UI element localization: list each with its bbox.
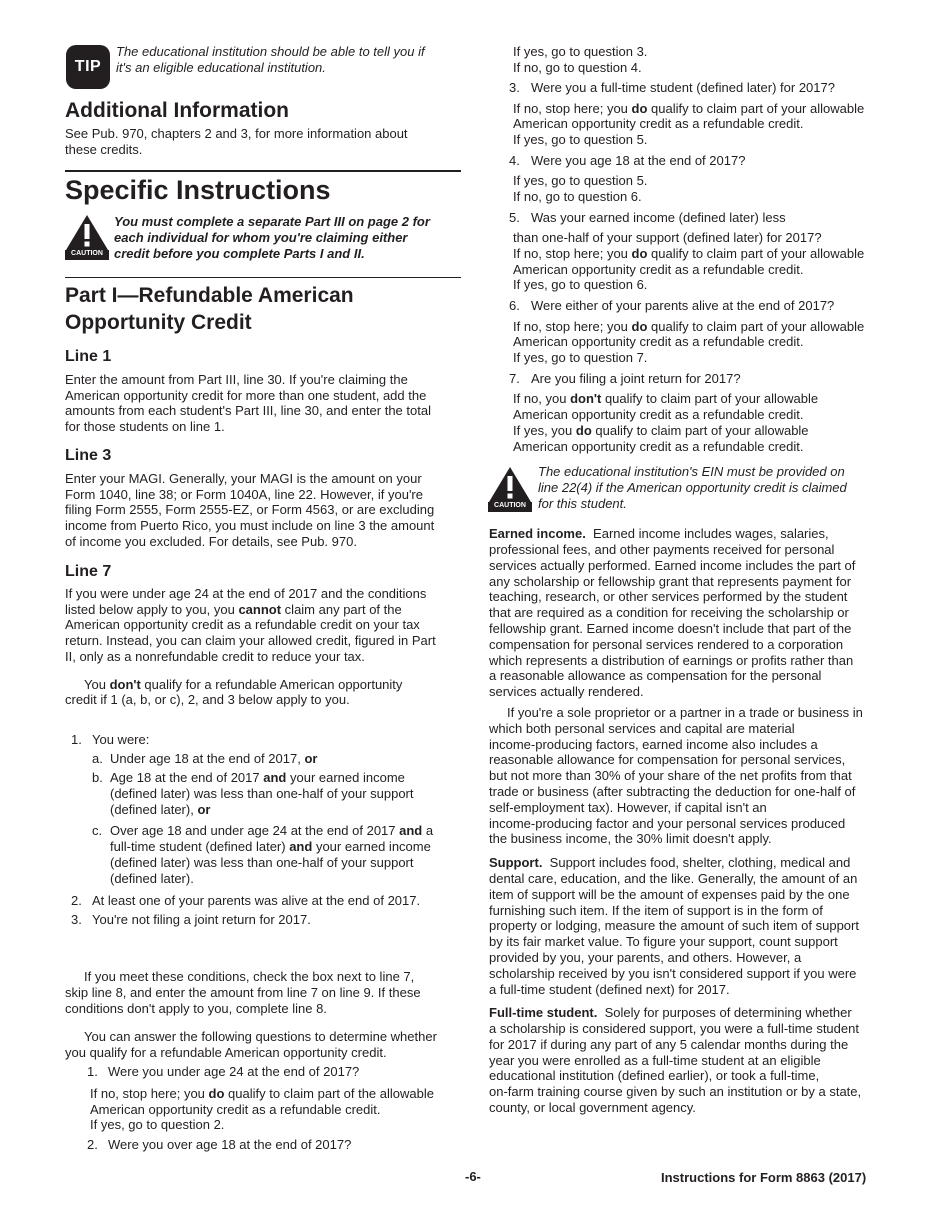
tip-text-line2: it's an eligible educational institution. (116, 60, 326, 75)
earned-income-text: any scholarship or fellowship grant that represents payment for (489, 574, 852, 589)
caution-label: CAUTION (494, 502, 526, 509)
tip-badge-label: TIP (74, 58, 102, 75)
line1-text: American opportunity credit for more than one student, add the (65, 388, 427, 403)
list-letter: b. (92, 770, 103, 785)
question-text: Were you age 18 at the end of 2017? (531, 153, 746, 168)
question-answer: American opportunity credit as a refundable credit. (513, 116, 804, 131)
part1-heading-line1: Part I—Refundable American (65, 284, 354, 307)
list-subitem: Age 18 at the end of 2017 and your earned income (110, 770, 405, 785)
support-text: dental care, education, and the like. Generally, the amount of an (489, 871, 858, 886)
line7-text: American opportunity credit as a refundable credit on your tax (65, 617, 420, 632)
line7-text: return. Instead, you can claim your allowed credit, figured in Part (65, 633, 436, 648)
question-answer: If no, stop here; you do qualify to claim part of your allowable (513, 246, 865, 261)
question-number: 5. (509, 210, 520, 225)
support-text: property or lodging, measure the amount of such item of support (489, 918, 859, 933)
line7-p4: You can answer the following questions to determine whether (84, 1029, 437, 1044)
list-letter: c. (92, 823, 103, 838)
earned-income-p2: income-producing factors, earned income also includes a (489, 737, 818, 752)
question-answer: If yes, go to question 5. (513, 173, 648, 188)
list-item: At least one of your parents was alive at the end of 2017. (92, 893, 421, 908)
earned-income-p2: income-producing factor and your personal services produced (489, 816, 846, 831)
line7-p3: If you meet these conditions, check the box next to line 7, (84, 969, 415, 984)
earned-income-p2: trade or business (after subtracting the deduction for one-half of (489, 784, 856, 799)
question-number: 3. (509, 80, 520, 95)
full-time-student-text: year you were enrolled as a full-time student at an eligible (489, 1053, 821, 1068)
list-number: 1. (71, 732, 82, 747)
line3-text: income from Puerto Rico, you must include on line 3 the amount (65, 518, 435, 533)
question-answer: If yes, go to question 2. (90, 1117, 225, 1132)
question-answer: American opportunity credit as a refundable credit. (513, 439, 804, 454)
tip-text-line1: The educational institution should be able to tell you if (116, 44, 425, 59)
list-subitem: (defined later) was less than one-half of your support (110, 855, 414, 870)
line7-p2: credit if 1 (a, b, or c), 2, and 3 below apply to you. (65, 692, 350, 707)
full-time-student-text: county, or local government agency. (489, 1100, 696, 1115)
earned-income-p2: self-employment tax). However, if capital isn't an (489, 800, 767, 815)
additional-info-line2: these credits. (65, 142, 143, 157)
question-answer: If yes, go to question 6. (513, 277, 648, 292)
earned-income-text: services actually performed. Earned income includes the part of (489, 558, 856, 573)
full-time-student-text: Full-time student. Solely for purposes of determining whether (489, 1005, 852, 1020)
line3-text: filing Form 2555, Form 2555-EZ, or Form 4563, or are excluding (65, 502, 435, 517)
earned-income-text: teaching, research, or other services performed by the student (489, 589, 848, 604)
tip-icon (66, 45, 110, 89)
list-letter: a. (92, 751, 103, 766)
support-text: a full-time student (defined next) for 2017. (489, 982, 730, 997)
question-answer: American opportunity credit as a refundable credit. (90, 1102, 381, 1117)
question-answer: American opportunity credit as a refundable credit. (513, 262, 804, 277)
question-text: Were either of your parents alive at the end of 2017? (531, 298, 835, 313)
question-number: 6. (509, 298, 520, 313)
question-number: 4. (509, 153, 520, 168)
form-footer-title: Instructions for Form 8863 (2017) (661, 1170, 867, 1185)
full-time-student-text: on-farm training course given by such an institution or by a state, (489, 1084, 862, 1099)
earned-income-text: that are required as a condition for receiving the scholarship or (489, 605, 849, 620)
earned-income-p2: the business income, the 30% limit doesn't apply. (489, 831, 772, 846)
question-answer: If yes, go to question 7. (513, 350, 648, 365)
earned-income-p2: which both personal services and capital are material (489, 721, 795, 736)
list-subitem: (defined later), or (110, 802, 211, 817)
page-number: -6- (465, 1169, 481, 1184)
caution-icon (65, 214, 109, 258)
full-time-student-text: for 2017 if during any part of any 5 calendar months during the (489, 1037, 849, 1052)
support-text: scholarship received by you isn't considered support if you were (489, 966, 857, 981)
earned-income-text: services actually rendered. (489, 684, 644, 699)
line1-text: for those students on line 1. (65, 419, 225, 434)
line7-p3: skip line 8, and enter the amount from line 7 on line 9. If these (65, 985, 421, 1000)
question-text: than one-half of your support (defined later) for 2017? (513, 230, 822, 245)
support-text: furnishing such item. If the item of support is in the form of (489, 903, 823, 918)
line7-p3: conditions don't apply to you, complete line 8. (65, 1001, 327, 1016)
question-answer: If yes, go to question 3. (513, 44, 648, 59)
line1-heading: Line 1 (65, 348, 112, 365)
support-text: item of support will be the amount of expenses paid by the one (489, 887, 850, 902)
list-number: 3. (71, 912, 82, 927)
caution-text-line1: The educational institution's EIN must be provided on (538, 464, 845, 479)
question-answer: American opportunity credit as a refundable credit. (513, 407, 804, 422)
question-text: Were you under age 24 at the end of 2017? (108, 1064, 360, 1079)
earned-income-p2: If you're a sole proprietor or a partner in a trade or business in (507, 705, 863, 720)
question-text: Were you a full-time student (defined later) for 2017? (531, 80, 835, 95)
earned-income-p2: but not more than 30% of your share of the net profits from that (489, 768, 852, 783)
question-text: Was your earned income (defined later) less (531, 210, 786, 225)
question-text: Are you filing a joint return for 2017? (531, 371, 741, 386)
additional-info-heading: Additional Information (65, 99, 289, 122)
question-answer: If no, stop here; you do qualify to claim part of your allowable (513, 101, 865, 116)
line3-text: Form 1040, line 38; or Form 1040A, line 22. However, if you're (65, 487, 423, 502)
line7-text: listed below apply to you, you cannot claim any part of the (65, 602, 402, 617)
list-subitem: (defined later) was less than one-half of your support (110, 786, 414, 801)
list-item: You're not filing a joint return for 2017. (92, 912, 311, 927)
caution-text-line1: You must complete a separate Part III on page 2 for (114, 214, 430, 229)
list-item: You were: (92, 732, 150, 747)
question-answer: American opportunity credit as a refundable credit. (513, 334, 804, 349)
line7-text: If you were under age 24 at the end of 2017 and the conditions (65, 586, 427, 601)
question-number: 1. (87, 1064, 98, 1079)
line3-text: Enter your MAGI. Generally, your MAGI is the amount on your (65, 471, 422, 486)
earned-income-text: professional fees, and other payments received for personal (489, 542, 835, 557)
caution-text-line2: each individual for whom you're claiming either (114, 230, 408, 245)
question-answer: If no, you don't qualify to claim part of your allowable (513, 391, 819, 406)
list-subitem: (defined later). (110, 871, 194, 886)
caution-icon (488, 466, 532, 510)
earned-income-p2: reasonable allowance for compensation for personal services, (489, 752, 846, 767)
line7-heading: Line 7 (65, 563, 112, 580)
caution-label: CAUTION (71, 250, 103, 257)
question-answer: If yes, go to question 5. (513, 132, 648, 147)
section-rule-thin (65, 277, 461, 278)
earned-income-text: fellowship grant. Earned income doesn't include that part of the (489, 621, 852, 636)
list-subitem: Over age 18 and under age 24 at the end of 2017 and a (110, 823, 434, 838)
section-rule (65, 170, 461, 172)
full-time-student-text: educational institution (defined earlier), or took a full-time, (489, 1068, 820, 1083)
line1-text: amounts from each student's Part III, line 30, and enter the total (65, 403, 431, 418)
line7-p4: you qualify for a refundable American opportunity credit. (65, 1045, 387, 1060)
earned-income-text: a reasonable allowance as compensation for the personal (489, 668, 822, 683)
question-number: 2. (87, 1137, 98, 1152)
earned-income-text: which represents a distribution of earnings or profits rather than (489, 653, 854, 668)
line7-text: II, only as a nonrefundable credit to reduce your tax. (65, 649, 365, 664)
question-answer: If no, stop here; you do qualify to claim part of your allowable (513, 319, 865, 334)
earned-income-text: compensation for personal services rendered to a corporation (489, 637, 844, 652)
support-text: by its fair market value. To figure your support, count support (489, 934, 838, 949)
line1-text: Enter the amount from Part III, line 30. If you're claiming the (65, 372, 408, 387)
question-answer: If no, stop here; you do qualify to claim part of the allowable (90, 1086, 434, 1101)
part1-heading-line2: Opportunity Credit (65, 311, 252, 334)
line3-text: of income you excluded. For details, see Pub. 970. (65, 534, 357, 549)
caution-text-line2: line 22(4) if the American opportunity credit is claimed (538, 480, 847, 495)
line7-p2: You don't qualify for a refundable American opportunity (84, 677, 403, 692)
list-number: 2. (71, 893, 82, 908)
list-subitem: Under age 18 at the end of 2017, or (110, 751, 318, 766)
caution-text-line3: credit before you complete Parts I and II. (114, 246, 365, 261)
specific-instructions-heading: Specific Instructions (65, 175, 331, 205)
caution-text-line3: for this student. (538, 496, 627, 511)
support-text: Support. Support includes food, shelter, clothing, medical and (489, 855, 851, 870)
earned-income-text: Earned income. Earned income includes wages, salaries, (489, 526, 829, 541)
list-subitem: full-time student (defined later) and your earned income (110, 839, 431, 854)
question-text: Were you over age 18 at the end of 2017? (108, 1137, 352, 1152)
question-answer: If no, go to question 4. (513, 60, 642, 75)
question-answer: If no, go to question 6. (513, 189, 642, 204)
line3-heading: Line 3 (65, 447, 112, 464)
full-time-student-text: a scholarship is considered support, you were a full-time student (489, 1021, 859, 1036)
additional-info-line1: See Pub. 970, chapters 2 and 3, for more information about (65, 126, 408, 141)
question-answer: If yes, you do qualify to claim part of your allowable (513, 423, 809, 438)
question-number: 7. (509, 371, 520, 386)
support-text: provided by you, your parents, and others. However, a (489, 950, 802, 965)
